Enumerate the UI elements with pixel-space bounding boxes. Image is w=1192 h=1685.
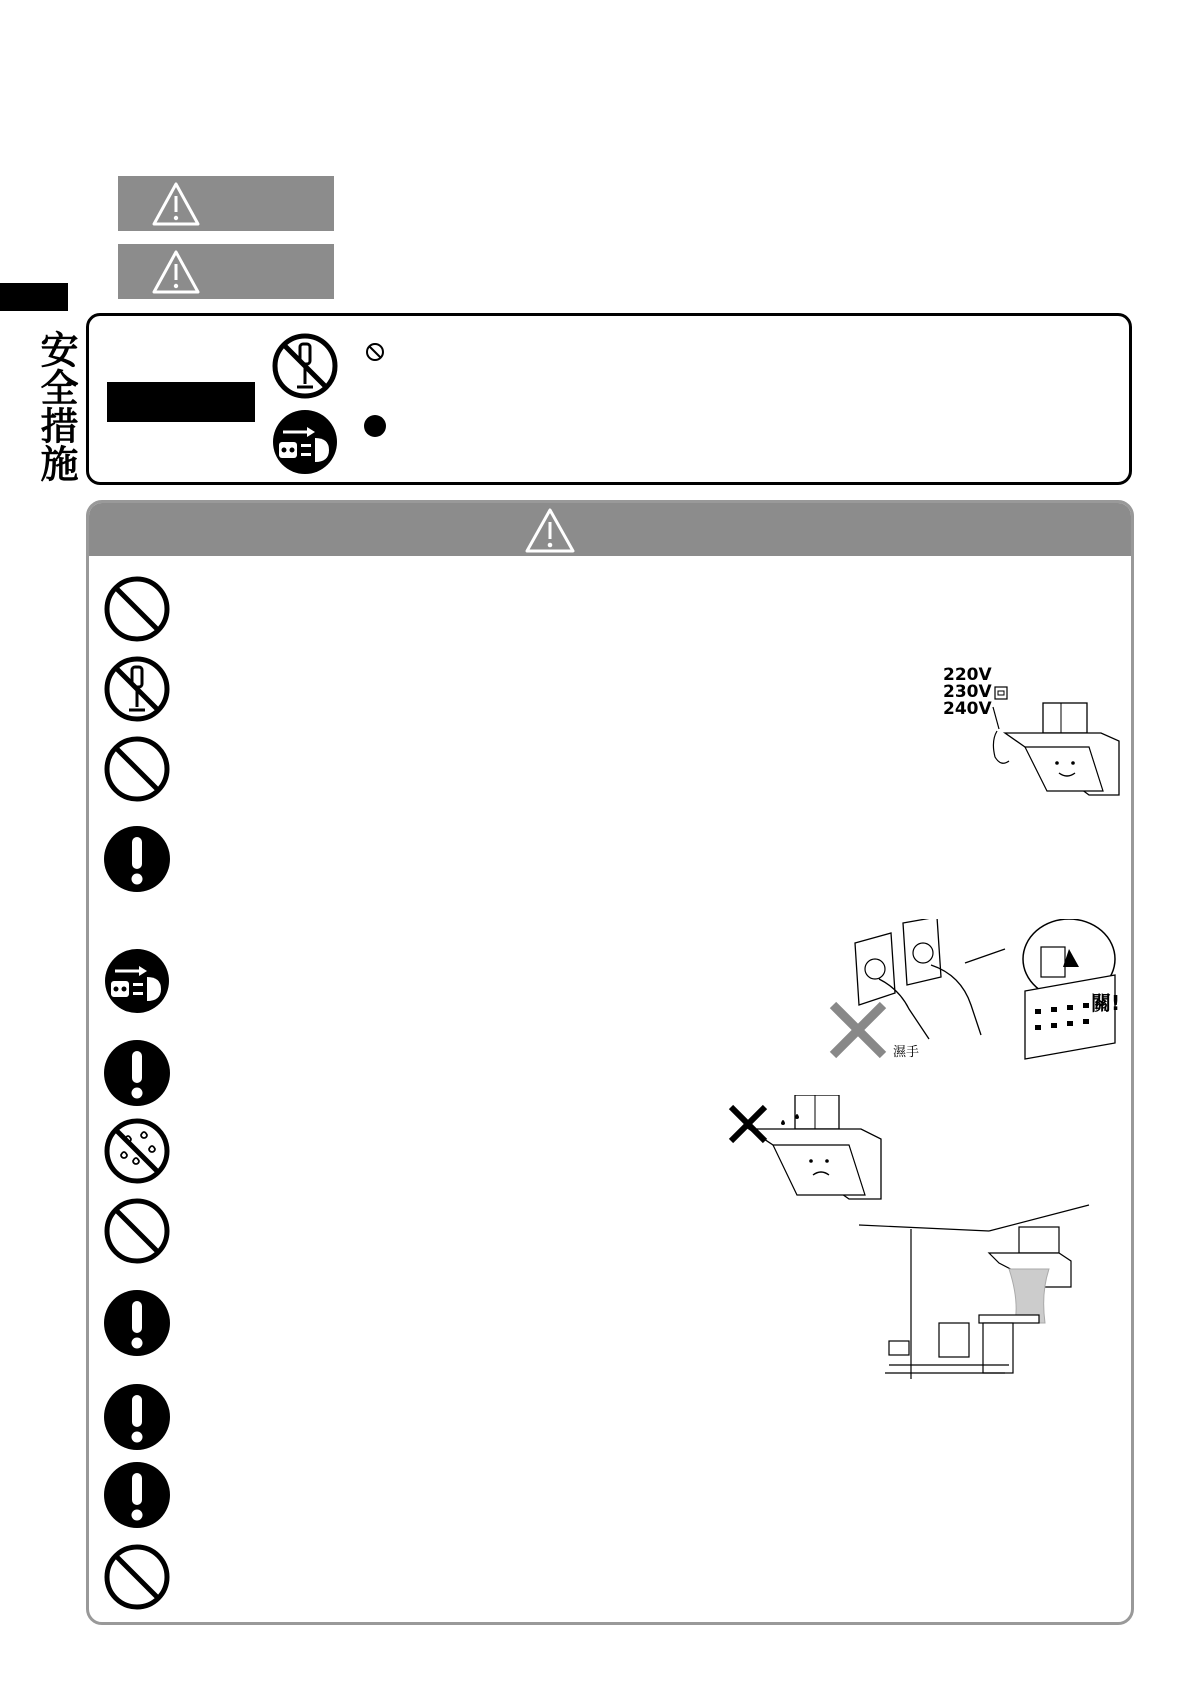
voltage-illustration	[943, 667, 1123, 821]
switch-off-label: 關!	[1091, 991, 1121, 1015]
legend-label-block	[107, 382, 255, 422]
kitchen-ventilation-illustration	[859, 1203, 1095, 1379]
voltage-label-230: 230V	[943, 682, 992, 702]
warning-triangle-icon	[118, 176, 334, 231]
warning-section	[86, 500, 1134, 1625]
warning-triangle-icon	[89, 503, 1131, 556]
caution-label-bar	[118, 244, 334, 299]
mandatory-icon	[103, 1383, 171, 1451]
prohibited-icon	[103, 735, 171, 803]
prohibited-icon	[365, 342, 385, 362]
mandatory-icon	[103, 1039, 171, 1107]
side-tab-marker	[0, 283, 68, 311]
prohibited-icon	[103, 1543, 171, 1611]
plug-illustration	[795, 919, 1125, 1069]
unplug-icon	[103, 947, 171, 1015]
mandatory-icon	[103, 1289, 171, 1357]
no-water-icon	[103, 1117, 171, 1185]
warning-label-bar	[118, 176, 334, 231]
no-disassemble-icon	[103, 655, 171, 723]
prohibited-icon	[103, 1197, 171, 1265]
range-hood-happy-drawing	[943, 667, 1123, 821]
voltage-label-240: 240V	[943, 699, 992, 719]
mandatory-icon	[363, 414, 387, 438]
prohibited-icon	[103, 575, 171, 643]
warning-triangle-icon	[118, 244, 334, 299]
plug-wet-hand-drawing	[795, 919, 1125, 1069]
symbol-legend-box	[86, 313, 1132, 485]
kitchen-scene-drawing	[859, 1203, 1095, 1379]
range-hood-sad-drawing	[719, 1095, 889, 1207]
side-title: 安全措施	[34, 330, 78, 482]
mandatory-icon	[103, 825, 171, 893]
unplug-icon	[271, 408, 339, 476]
voltage-label-220: 220V	[943, 665, 992, 685]
warning-section-header	[89, 503, 1131, 556]
wet-hand-label: 濕手	[893, 1045, 920, 1060]
no-disassemble-icon	[271, 332, 339, 400]
mandatory-icon	[103, 1461, 171, 1529]
water-hazard-illustration	[719, 1095, 889, 1207]
